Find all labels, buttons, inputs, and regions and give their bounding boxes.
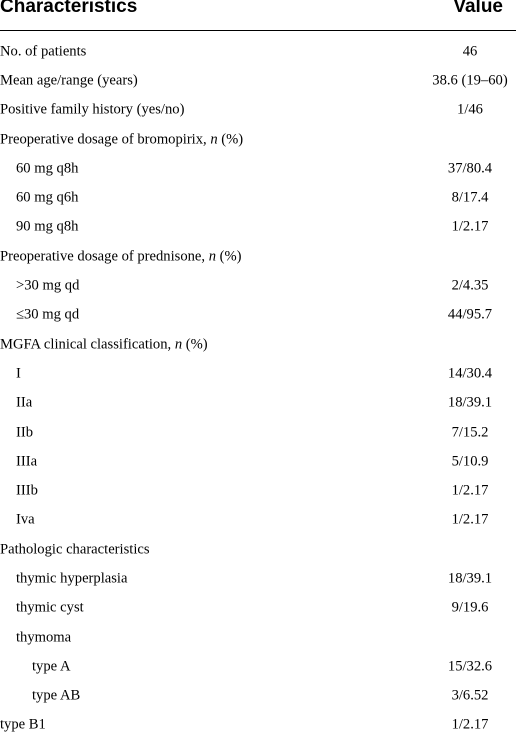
row-value: 5/10.9 — [451, 453, 489, 470]
table-row — [0, 564, 516, 593]
row-label: IIIb — [16, 482, 38, 499]
row-label-suffix: (%) — [182, 336, 208, 353]
row-label: Mean age/range (years) — [0, 72, 138, 89]
row-label: ≤30 mg qd — [16, 306, 80, 323]
row-label: >30 mg qd — [16, 277, 80, 294]
row-label: IIa — [16, 394, 33, 411]
table-row — [0, 594, 516, 623]
row-label: I — [16, 365, 21, 382]
row-label: thymic hyperplasia — [16, 570, 128, 587]
table-row — [0, 447, 516, 476]
row-label: 90 mg q8h — [16, 218, 79, 235]
table-row — [0, 37, 516, 66]
row-value: 3/6.52 — [451, 687, 489, 704]
row-label — [0, 248, 242, 265]
row-label: IIb — [16, 424, 34, 440]
table-body — [0, 37, 516, 740]
table-row — [0, 623, 516, 652]
table-row — [0, 330, 516, 359]
table-row — [0, 242, 516, 271]
row-label: thymoma — [16, 629, 72, 646]
table-row — [0, 476, 516, 505]
row-label: Pathologic characteristics — [0, 541, 150, 558]
row-label: IIIa — [16, 453, 38, 470]
row-label: thymic cyst — [16, 599, 84, 616]
table-row — [0, 711, 516, 740]
row-label: 60 mg q8h — [16, 160, 79, 177]
row-label-suffix: (%) — [217, 131, 244, 148]
row-value: 1/2.17 — [451, 511, 489, 528]
row-label: No. of patients — [0, 43, 87, 60]
row-label-n: n — [208, 248, 216, 265]
table-row — [0, 96, 516, 125]
row-value: 18/39.1 — [447, 394, 493, 411]
table-row — [0, 271, 516, 300]
table-row — [0, 418, 516, 447]
header-characteristics: Characteristics — [0, 0, 138, 17]
header-value: Value — [453, 0, 503, 17]
row-value: 1/46 — [457, 101, 483, 118]
table-row — [0, 125, 516, 154]
row-value: 8/17.4 — [451, 189, 489, 206]
row-label-n: n — [174, 336, 183, 353]
row-value: 44/95.7 — [447, 306, 493, 323]
row-label: type B1 — [0, 716, 46, 733]
table-row — [0, 506, 516, 535]
row-value: 37/80.4 — [447, 160, 493, 177]
row-label-text: MGFA clinical classification, — [0, 336, 175, 353]
row-label: type AB — [32, 687, 81, 704]
row-value: 15/32.6 — [447, 658, 493, 675]
row-label-suffix: (%) — [216, 248, 242, 265]
row-value: 2/4.35 — [451, 277, 489, 294]
row-value: 7/15.2 — [451, 424, 489, 440]
row-value: 18/39.1 — [447, 570, 493, 587]
row-label — [0, 131, 243, 148]
table-row — [0, 652, 516, 681]
table-row — [0, 301, 516, 330]
row-label: type A — [32, 658, 71, 675]
row-value: 1/2.17 — [451, 482, 489, 499]
table-row — [0, 213, 516, 242]
table-row — [0, 682, 516, 711]
row-value: 38.6 (19–60) — [432, 72, 508, 89]
row-label-n: n — [210, 131, 218, 148]
row-value: 14/30.4 — [447, 365, 493, 382]
row-label: Positive family history (yes/no) — [0, 101, 185, 118]
row-value: 9/19.6 — [451, 599, 489, 616]
table-row — [0, 183, 516, 212]
row-label-text: Preoperative dosage of bromopirix, — [0, 131, 211, 148]
row-label — [0, 336, 208, 353]
row-label: 60 mg q6h — [16, 189, 79, 206]
table-header — [0, 0, 516, 31]
table-row — [0, 535, 516, 564]
row-value: 1/2.17 — [451, 716, 489, 733]
row-label-text: Preoperative dosage of prednisone, — [0, 248, 209, 265]
table-row — [0, 66, 516, 95]
table-row — [0, 389, 516, 418]
table-row — [0, 154, 516, 183]
row-label: Iva — [16, 511, 35, 528]
row-value: 1/2.17 — [451, 218, 489, 235]
table-row — [0, 359, 516, 388]
row-value: 46 — [462, 43, 478, 60]
